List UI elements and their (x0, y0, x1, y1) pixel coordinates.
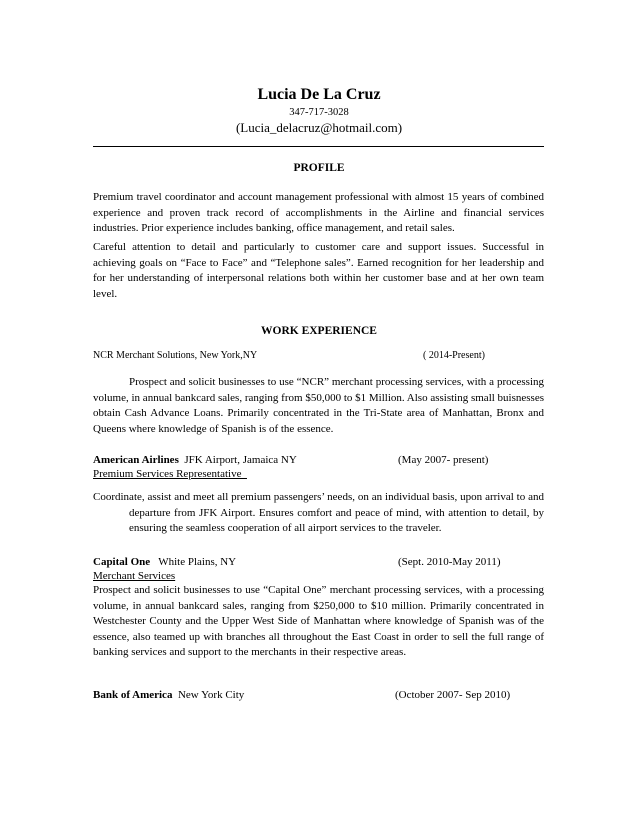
job-company: Bank of America (93, 689, 173, 701)
job-header-american-airlines (93, 454, 544, 468)
phone-number: 347-717-3028 (289, 107, 349, 118)
header-divider (93, 146, 544, 147)
job-dates: (Sept. 2010-May 2011) (398, 556, 501, 568)
job-dates: (October 2007- Sep 2010) (395, 689, 511, 701)
job-header-bank-of-america (93, 689, 544, 703)
job-description-capital-one: Prospect and solicit businesses to use “Capital One” merchant processing services, with a processing volume, in annual bankcard sales, ranging from $250,000 to $10 million. Primarily concentrated in Westchester County and the Upper West Side of Manhattan where knowledge of Spanish was of the essence, also teamed up with branches all throughout the East Coast in order to sell the full range of banking services and support to the merchants in their respective areas. (93, 584, 544, 658)
job-header-ncr (93, 350, 544, 364)
work-experience-heading: WORK EXPERIENCE (261, 325, 377, 337)
candidate-name: Lucia De La Cruz (257, 86, 381, 103)
job-company-line (93, 454, 297, 466)
job-role-capital-one: Merchant Services (93, 570, 176, 582)
job-dates: ( 2014-Present) (423, 350, 485, 361)
job-company-line (93, 556, 236, 568)
profile-paragraph-2: Careful attention to detail and particularly to customer care and support issues. Successful in achieving goals on “Face to Face” and “Telephone sales”. Earned recognition for her leadership and for her understanding of interpersonal relations both within her customer base and at her own team level. (93, 241, 544, 300)
job-description-american-airlines: Coordinate, assist and meet all premium passengers’ needs, on an individual basis, upon arrival to and departure from JFK Airport. Ensures comfort and peace of mind, with attention to detail, by ensuring the seamless cooperation of all airport services to the traveler. (93, 491, 544, 534)
profile-heading: PROFILE (293, 162, 345, 174)
job-company: Capital One (93, 556, 151, 568)
job-header-capital-one (93, 556, 544, 570)
email-address: (Lucia_delacruz@hotmail.com) (235, 120, 403, 135)
job-location: JFK Airport, Jamaica NY (184, 454, 297, 466)
job-description-ncr: Prospect and solicit businesses to use “NCR” merchant processing services, with a processing volume, in annual bankcard sales, ranging from $50,000 to $1 Million. Also assisting small buisnesses obtain Cash Advance Loans. Primarily concentrated in the Tri-State area of Manhattan, Bronx and Queens where knowledge of Spanish is of the essence. (93, 376, 544, 435)
job-company: NCR Merchant Solutions, New York,NY (93, 350, 258, 361)
job-company: American Airlines (93, 454, 179, 466)
job-company-line (93, 689, 244, 701)
job-location: White Plains, NY (158, 556, 237, 568)
job-dates: (May 2007- present) (398, 454, 489, 466)
job-location: New York City (177, 689, 245, 701)
job-role-american-airlines: Premium Services Representative (93, 468, 247, 480)
profile-paragraph-1: Premium travel coordinator and account management professional with almost 15 years of combined experience and proven track record of accomplishments in the Airline and financial services industries. Prior experience includes banking, office management, and retail sales. (93, 191, 544, 234)
